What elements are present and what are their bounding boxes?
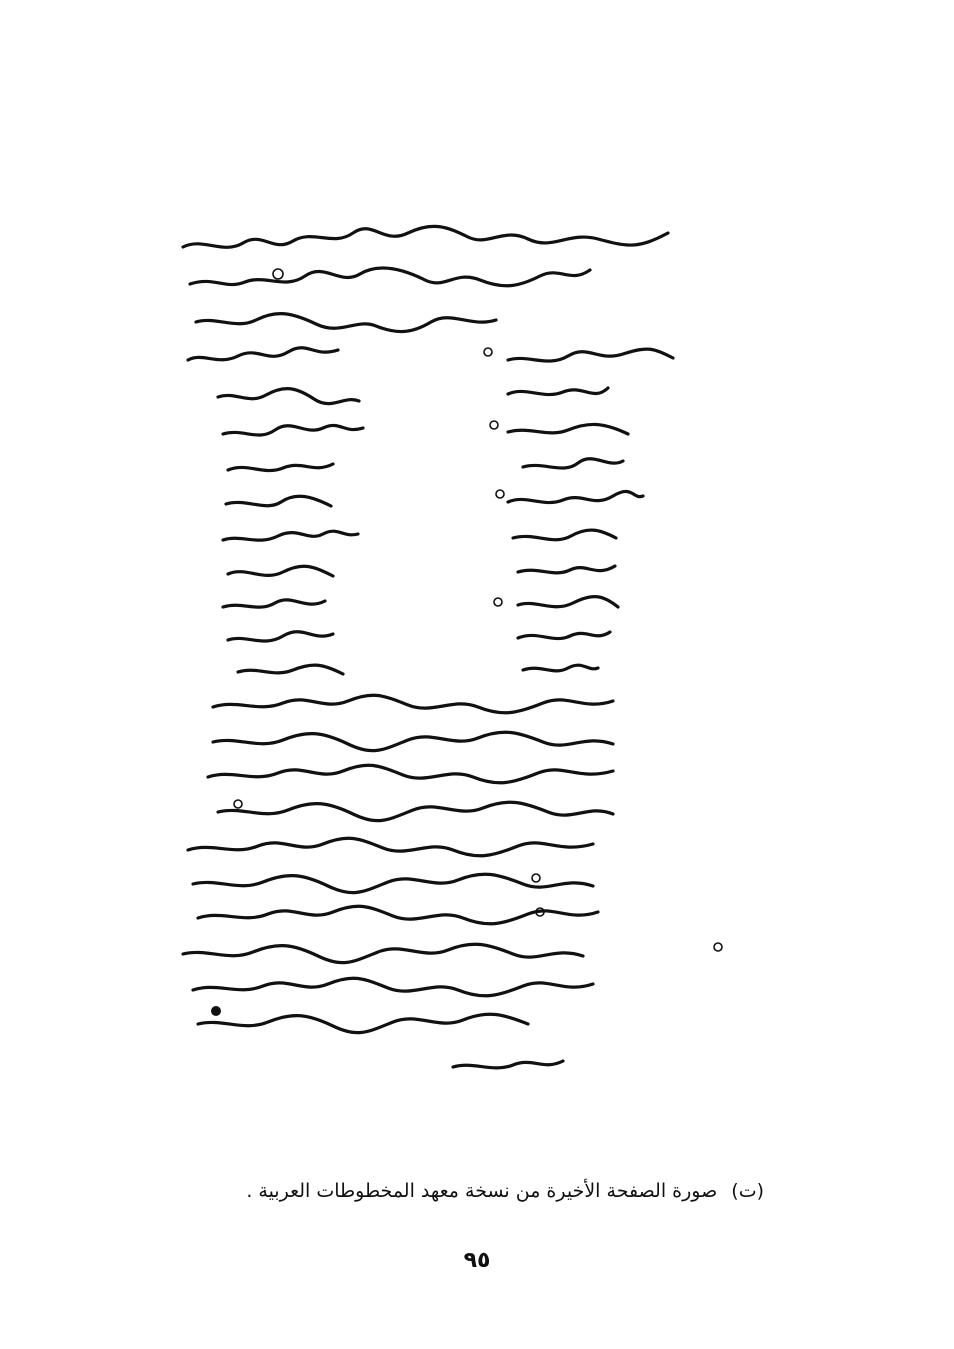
manuscript-image bbox=[178, 212, 778, 1087]
caption-label: (ت) bbox=[731, 1180, 764, 1202]
manuscript-handwriting bbox=[178, 212, 778, 1087]
figure-caption bbox=[150, 1180, 764, 1202]
caption-text: صورة الصفحة الأخيرة من نسخة معهد المخطوطات العربية . bbox=[246, 1180, 718, 1202]
page-number: ٩٥ bbox=[463, 1248, 491, 1273]
